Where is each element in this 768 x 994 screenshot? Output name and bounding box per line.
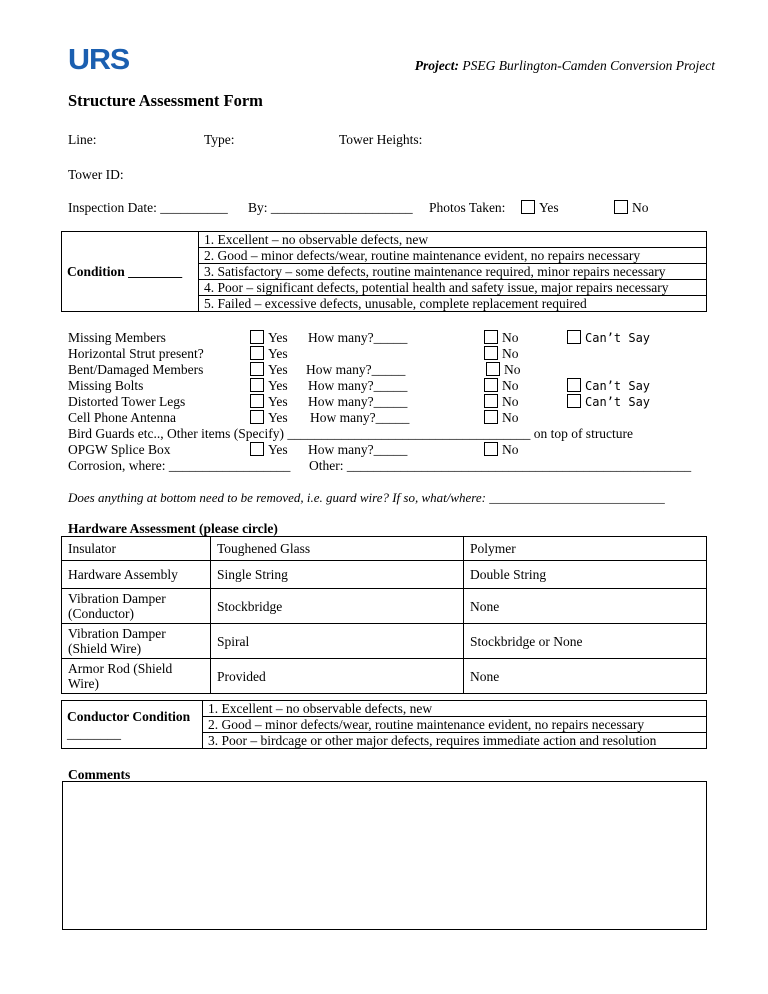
form-title: Structure Assessment Form (68, 91, 263, 110)
checkbox[interactable] (250, 330, 264, 344)
checkbox[interactable] (567, 330, 581, 344)
no-label: No (502, 442, 519, 457)
checklist-label-distorted-legs: Distorted Tower Legs (68, 394, 186, 409)
checkbox[interactable] (484, 410, 498, 424)
hardware-option-1[interactable]: Provided (211, 659, 464, 694)
how-many-bent-members[interactable]: How many?_____ (306, 362, 406, 377)
checkbox[interactable] (484, 330, 498, 344)
yes-missing-bolts[interactable] (250, 378, 288, 394)
no-cell-antenna[interactable] (484, 410, 519, 426)
photos-yes[interactable] (521, 200, 559, 216)
condition-option-4: 4. Poor – significant defects, potential health and safety issue, major repairs necessary (199, 280, 707, 296)
cant-say-label: Can’t Say (585, 395, 651, 409)
how-many-distorted-legs[interactable]: How many?_____ (308, 394, 408, 409)
checklist-label-bent-members: Bent/Damaged Members (68, 362, 204, 377)
type-field[interactable]: Type: (204, 132, 235, 147)
yes-cell-antenna[interactable] (250, 410, 288, 426)
yes-label: Yes (268, 362, 288, 377)
no-label: No (502, 410, 519, 425)
hardware-option-2[interactable]: Stockbridge or None (464, 624, 707, 659)
project-label: Project: (414, 58, 460, 73)
checkbox[interactable] (484, 346, 498, 360)
checklist-label-corrosion[interactable]: Corrosion, where: __________________ (68, 458, 291, 473)
checklist-label-cell-antenna: Cell Phone Antenna (68, 410, 176, 425)
condition-table (61, 231, 707, 312)
photos-yes-checkbox[interactable] (521, 200, 535, 214)
yes-distorted-legs[interactable] (250, 394, 288, 410)
checklist-label-missing-members: Missing Members (68, 330, 166, 345)
checkbox[interactable] (250, 346, 264, 360)
condition-option-3: 3. Satisfactory – some defects, routine maintenance required, minor repairs necessary (199, 264, 707, 280)
yes-label: Yes (268, 346, 288, 361)
hardware-option-2[interactable]: None (464, 589, 707, 624)
checkbox[interactable] (250, 378, 264, 392)
checkbox[interactable] (250, 394, 264, 408)
no-opgw[interactable] (484, 442, 519, 458)
conductor-option-2: 2. Good – minor defects/wear, routine maintenance evident, no repairs necessary (203, 717, 707, 733)
inspected-by-field[interactable]: By: _____________________ (248, 200, 413, 215)
yes-opgw[interactable] (250, 442, 288, 458)
no-distorted-legs[interactable] (484, 394, 519, 410)
no-label: No (502, 330, 519, 345)
checklist-label-bird-guards[interactable]: Bird Guards etc.., Other items (Specify) ____________________________________ on top of structure (68, 426, 634, 441)
yes-label: Yes (268, 394, 288, 409)
how-many-missing-members[interactable]: How many?_____ (308, 330, 408, 345)
inspection-date-field[interactable]: Inspection Date: __________ (68, 200, 228, 215)
hardware-table (61, 536, 707, 694)
condition-option-2: 2. Good – minor defects/wear, routine maintenance evident, no repairs necessary (199, 248, 707, 264)
checklist-label-missing-bolts: Missing Bolts (68, 378, 144, 393)
bottom-removal-question[interactable]: Does anything at bottom need to be removed, i.e. guard wire? If so, what/where: ___________________________ (68, 490, 665, 505)
checkbox[interactable] (567, 378, 581, 392)
tower-id-field[interactable]: Tower ID: (68, 167, 124, 182)
yes-label: Yes (268, 378, 288, 393)
hardware-option-2[interactable]: Double String (464, 561, 707, 589)
project-line (415, 58, 715, 74)
yes-label: Yes (268, 330, 288, 345)
no-label: No (502, 394, 519, 409)
cant-say-label: Can’t Say (585, 379, 651, 393)
no-bent-members[interactable] (486, 362, 521, 378)
checkbox[interactable] (250, 442, 264, 456)
yes-bent-members[interactable] (250, 362, 288, 378)
cant-say-missing-members[interactable] (567, 330, 650, 346)
yes-horizontal-strut[interactable] (250, 346, 288, 362)
line-field[interactable]: Line: (68, 132, 97, 147)
checkbox[interactable] (250, 410, 264, 424)
condition-label[interactable]: Condition ________ (62, 232, 199, 312)
photos-taken-label: Photos Taken: (429, 200, 506, 215)
checkbox[interactable] (484, 378, 498, 392)
conductor-condition-table (61, 700, 707, 749)
checkbox[interactable] (484, 394, 498, 408)
checkbox[interactable] (484, 442, 498, 456)
conductor-option-3: 3. Poor – birdcage or other major defects, requires immediate action and resolution (203, 733, 707, 749)
cant-say-label: Can’t Say (585, 331, 651, 345)
project-name: PSEG Burlington-Camden Conversion Project (462, 58, 715, 73)
hardware-option-1[interactable]: Single String (211, 561, 464, 589)
how-many-missing-bolts[interactable]: How many?_____ (308, 378, 408, 393)
conductor-condition-label[interactable] (62, 701, 203, 749)
no-missing-bolts[interactable] (484, 378, 519, 394)
checkbox[interactable] (250, 362, 264, 376)
conductor-condition-blank[interactable]: ________ (67, 725, 121, 741)
photos-no-label: No (632, 200, 649, 215)
tower-heights-field[interactable]: Tower Heights: (339, 132, 423, 147)
condition-option-5: 5. Failed – excessive defects, unusable, complete replacement required (199, 296, 707, 312)
how-many-cell-antenna[interactable]: How many?_____ (310, 410, 410, 425)
yes-missing-members[interactable] (250, 330, 288, 346)
condition-option-1: 1. Excellent – no observable defects, new (199, 232, 707, 248)
no-horizontal-strut[interactable] (484, 346, 519, 362)
hardware-option-1[interactable]: Spiral (211, 624, 464, 659)
hardware-item: Vibration Damper (Shield Wire) (62, 624, 211, 659)
hardware-title: Hardware Assessment (please circle) (68, 521, 278, 536)
hardware-option-1[interactable]: Stockbridge (211, 589, 464, 624)
photos-yes-label: Yes (539, 200, 559, 215)
hardware-option-2[interactable]: Polymer (464, 537, 707, 561)
cant-say-distorted-legs[interactable] (567, 394, 650, 410)
photos-no-checkbox[interactable] (614, 200, 628, 214)
how-many-opgw[interactable]: How many?_____ (308, 442, 408, 457)
comments-title: Comments (68, 767, 131, 782)
hardware-option-2[interactable]: None (464, 659, 707, 694)
hardware-item: Hardware Assembly (62, 561, 211, 589)
conductor-option-1: 1. Excellent – no observable defects, new (203, 701, 707, 717)
comments-box[interactable] (62, 781, 707, 930)
checkbox[interactable] (567, 394, 581, 408)
no-label: No (502, 346, 519, 361)
no-label: No (504, 362, 521, 377)
hardware-option-1[interactable]: Toughened Glass (211, 537, 464, 561)
checklist-label-opgw: OPGW Splice Box (68, 442, 171, 457)
checklist-other-field[interactable]: Other: ___________________________________________________ (309, 458, 692, 473)
yes-label: Yes (268, 410, 288, 425)
hardware-item: Vibration Damper (Conductor) (62, 589, 211, 624)
hardware-item: Insulator (62, 537, 211, 561)
photos-no[interactable] (614, 200, 649, 216)
urs-logo: URS (68, 44, 130, 76)
checkbox[interactable] (486, 362, 500, 376)
hardware-item: Armor Rod (Shield Wire) (62, 659, 211, 694)
no-label: No (502, 378, 519, 393)
no-missing-members[interactable] (484, 330, 519, 346)
yes-label: Yes (268, 442, 288, 457)
conductor-condition-title: Conductor Condition (67, 708, 191, 724)
checklist-label-horizontal-strut: Horizontal Strut present? (68, 346, 204, 361)
cant-say-missing-bolts[interactable] (567, 378, 650, 394)
